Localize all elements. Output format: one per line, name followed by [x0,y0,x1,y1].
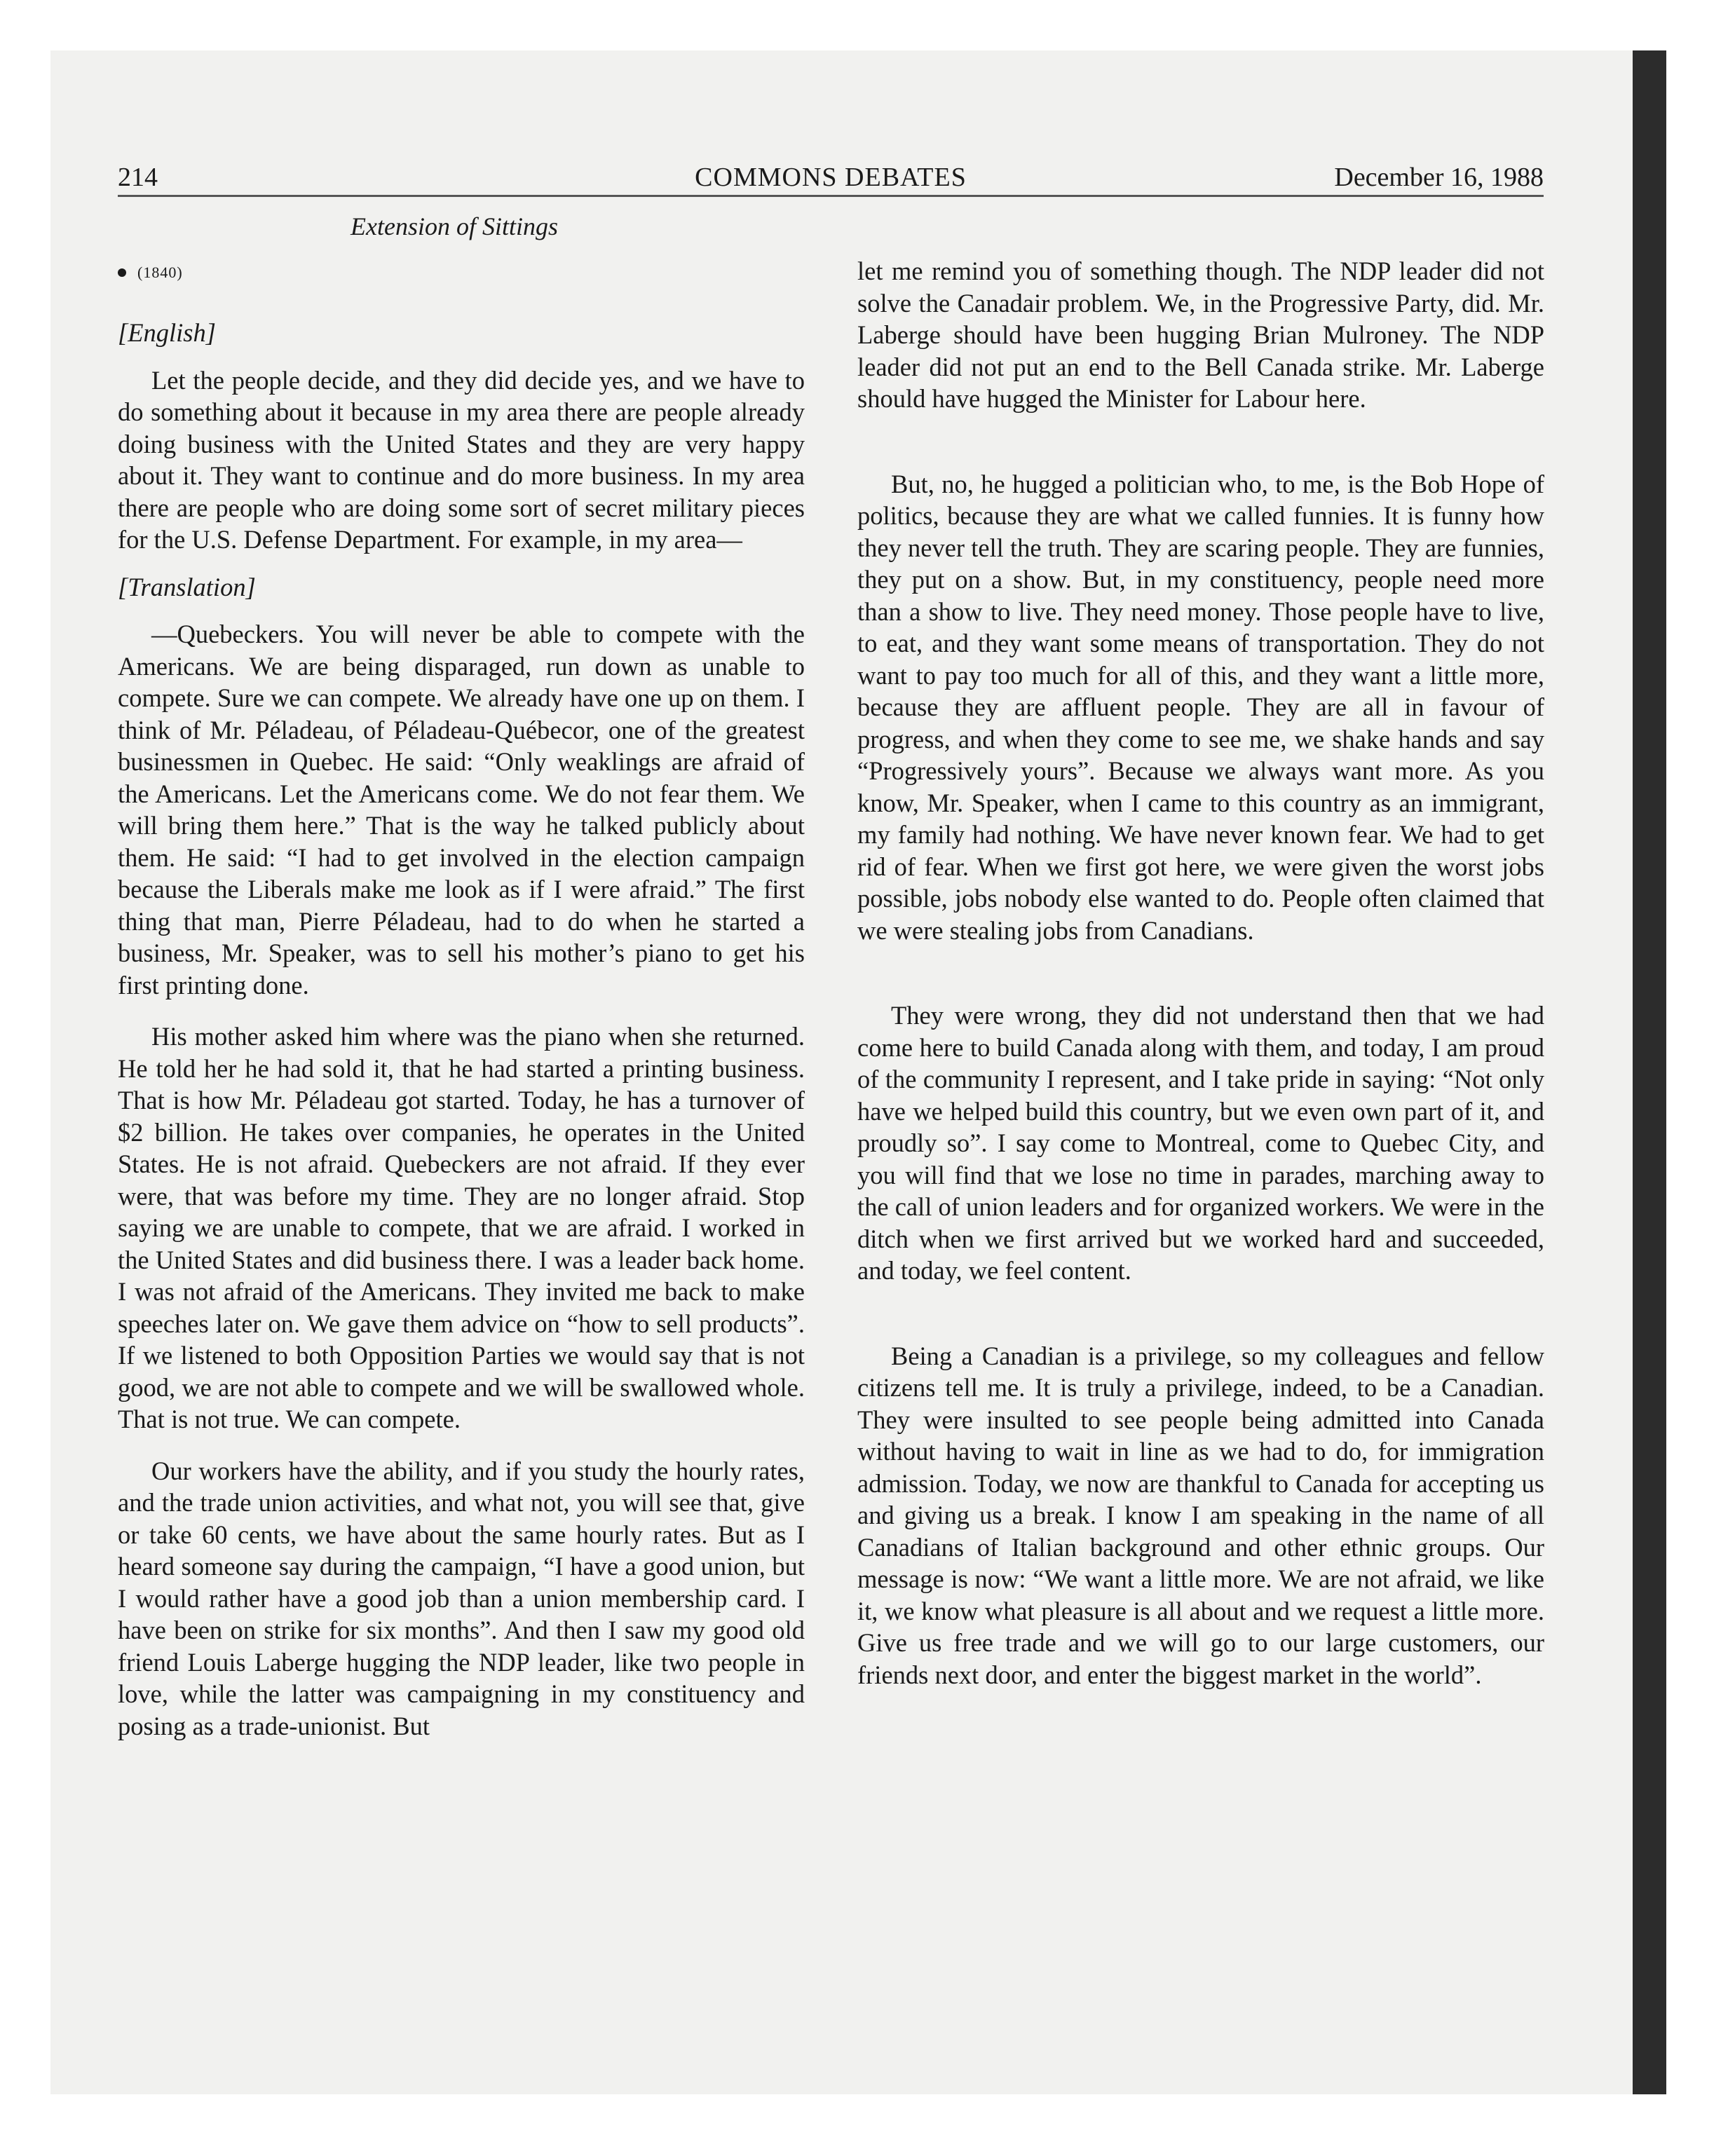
paragraph: let me remind you of something though. The NDP leader did not solve the Canadair problem. We, in the Progressive Party, did. Mr. Laberge should have been hugging Brian Mulroney. The NDP leader did not put an end to the Bell Canada strike. Mr. Laberge should have hugged the Minister for Labour here. [857,257,1544,413]
bullet-icon [118,268,126,277]
page-number: 214 [118,163,158,192]
paragraph: Our workers have the ability, and if you study the hourly rates, and the trade union activities, and what not, you will see that, give or take 60 cents, we have about the same hourly rates. But as I heard someone say during the campaign, “I have a good union, but I would rather have a good job than a union membership card. I have been on strike for six months”. And then I saw my good old friend Louis Laberge hugging the NDP leader, like two people in love, while the latter was campaigning in my constituency and posing as a trade-unionist. But [118,1456,805,1740]
paragraph: Being a Canadian is a privilege, so my colleagues and fellow citizens tell me. It is truly a privilege, indeed, to be a Canadian. They were insulted to see people being admitted into Canada without having to wait in line as we had to do, for immigration admission. Today, we now are thankful to Canada for accepting us and giving us a break. I know I am speaking in the name of all Canadians of Italian background and other ethnic groups. Our message is now: “We want a little more. We are not afraid, we like it, we know what pleasure is all about and we request a little more. Give us free trade and we will go to our large customers, our friends next door, and enter the biggest market in the world”. [857,1341,1544,1689]
paragraph: But, no, he hugged a politician who, to me, is the Bob Hope of politics, because they are what we called funnies. It is funny how they never tell the truth. They are scaring people. They are funnies, they put on a show. But, in my constituency, people need more than a show to live. They need money. Those people have to live, to eat, and they want some means of transportation. They do not want to pay too much for all of this, and they want a little more, because they are affluent people. They are all in favour of progress, and when they come to see me, we shake hands and say “Progressively yours”. Because we always want more. As you know, Mr. Speaker, when I came to this country as an immigrant, my family had nothing. We have never known fear. We had to get rid of fear. When we first got here, we were given the worst jobs possible, jobs nobody else wanted to do. People often claimed that we were stealing jobs from Canadians. [857,469,1544,945]
paragraph: —Quebeckers. You will never be able to compete with the Americans. We are being disparaged, run down as unable to compete. Sure we can compete. We already have one up on them. I think of Mr. Péladeau, of Péladeau-Québecor, one of the greatest businessmen in Quebec. He said: “Only weaklings are afraid of the Americans. Let the Americans come. We do not fear them. We will bring them here.” That is the way he talked publicly about them. He said: “I had to get involved in the election campaign because the Liberals make me look as if I were afraid.” The first thing that man, Pierre Péladeau, had to do when he started a business, Mr. Speaker, was to sell his mother’s piano to get his first printing done. [118,620,805,999]
left-column [118,317,805,1742]
header-date: December 16, 1988 [1334,163,1544,192]
section-subtitle: Extension of Sittings [351,212,558,240]
paragraph: His mother asked him where was the piano when she returned. He told her he had sold it, that he had started a printing business. That is how Mr. Péladeau got started. Today, he has a turnover of $2 billion. He takes over companies, he operates in the United States. He is not afraid. Quebeckers are not afraid. If they ever were, that was before my time. They are no longer afraid. Stop saying we are unable to compete, that we are afraid. I worked in the United States and did business there. I was a leader back home. I was not afraid of the Americans. They invited me back to make speeches later on. We gave them advice on “how to sell products”. If we listened to both Opposition Parties we would say that is not good, we are not able to compete and we will be swallowed whole. That is not true. We can compete. [118,1022,805,1433]
paragraph: They were wrong, they did not understand then that we had come here to build Canada along with them, and today, I am proud of the community I represent, and I take pride in saying: “Not only have we helped build this country, but we even own part of it, and proudly so”. I say come to Montreal, come to Quebec City, and you will find that we lose no time in parades, marching away to the call of union leaders and for organized workers. We were in the ditch when we first arrived but we worked hard and succeeded, and today, we feel content. [857,1001,1544,1285]
time-marker [118,264,183,282]
language-label-english: [English] [118,318,216,347]
time-marker-text: (1840) [137,264,183,281]
scan-edge-strip [1633,50,1666,2094]
right-column [857,255,1544,1691]
page-header [118,160,1544,197]
publication-title: COMMONS DEBATES [695,163,967,192]
paragraph: Let the people decide, and they did decide yes, and we have to do something about it because in my area there are people already doing business with the United States and they are very happy about it. They want to continue and do more business. In my area there are people who are doing some sort of secret military pieces for the U.S. Defense Department. For example, in my area— [118,365,805,554]
language-label-translation: [Translation] [118,572,256,601]
